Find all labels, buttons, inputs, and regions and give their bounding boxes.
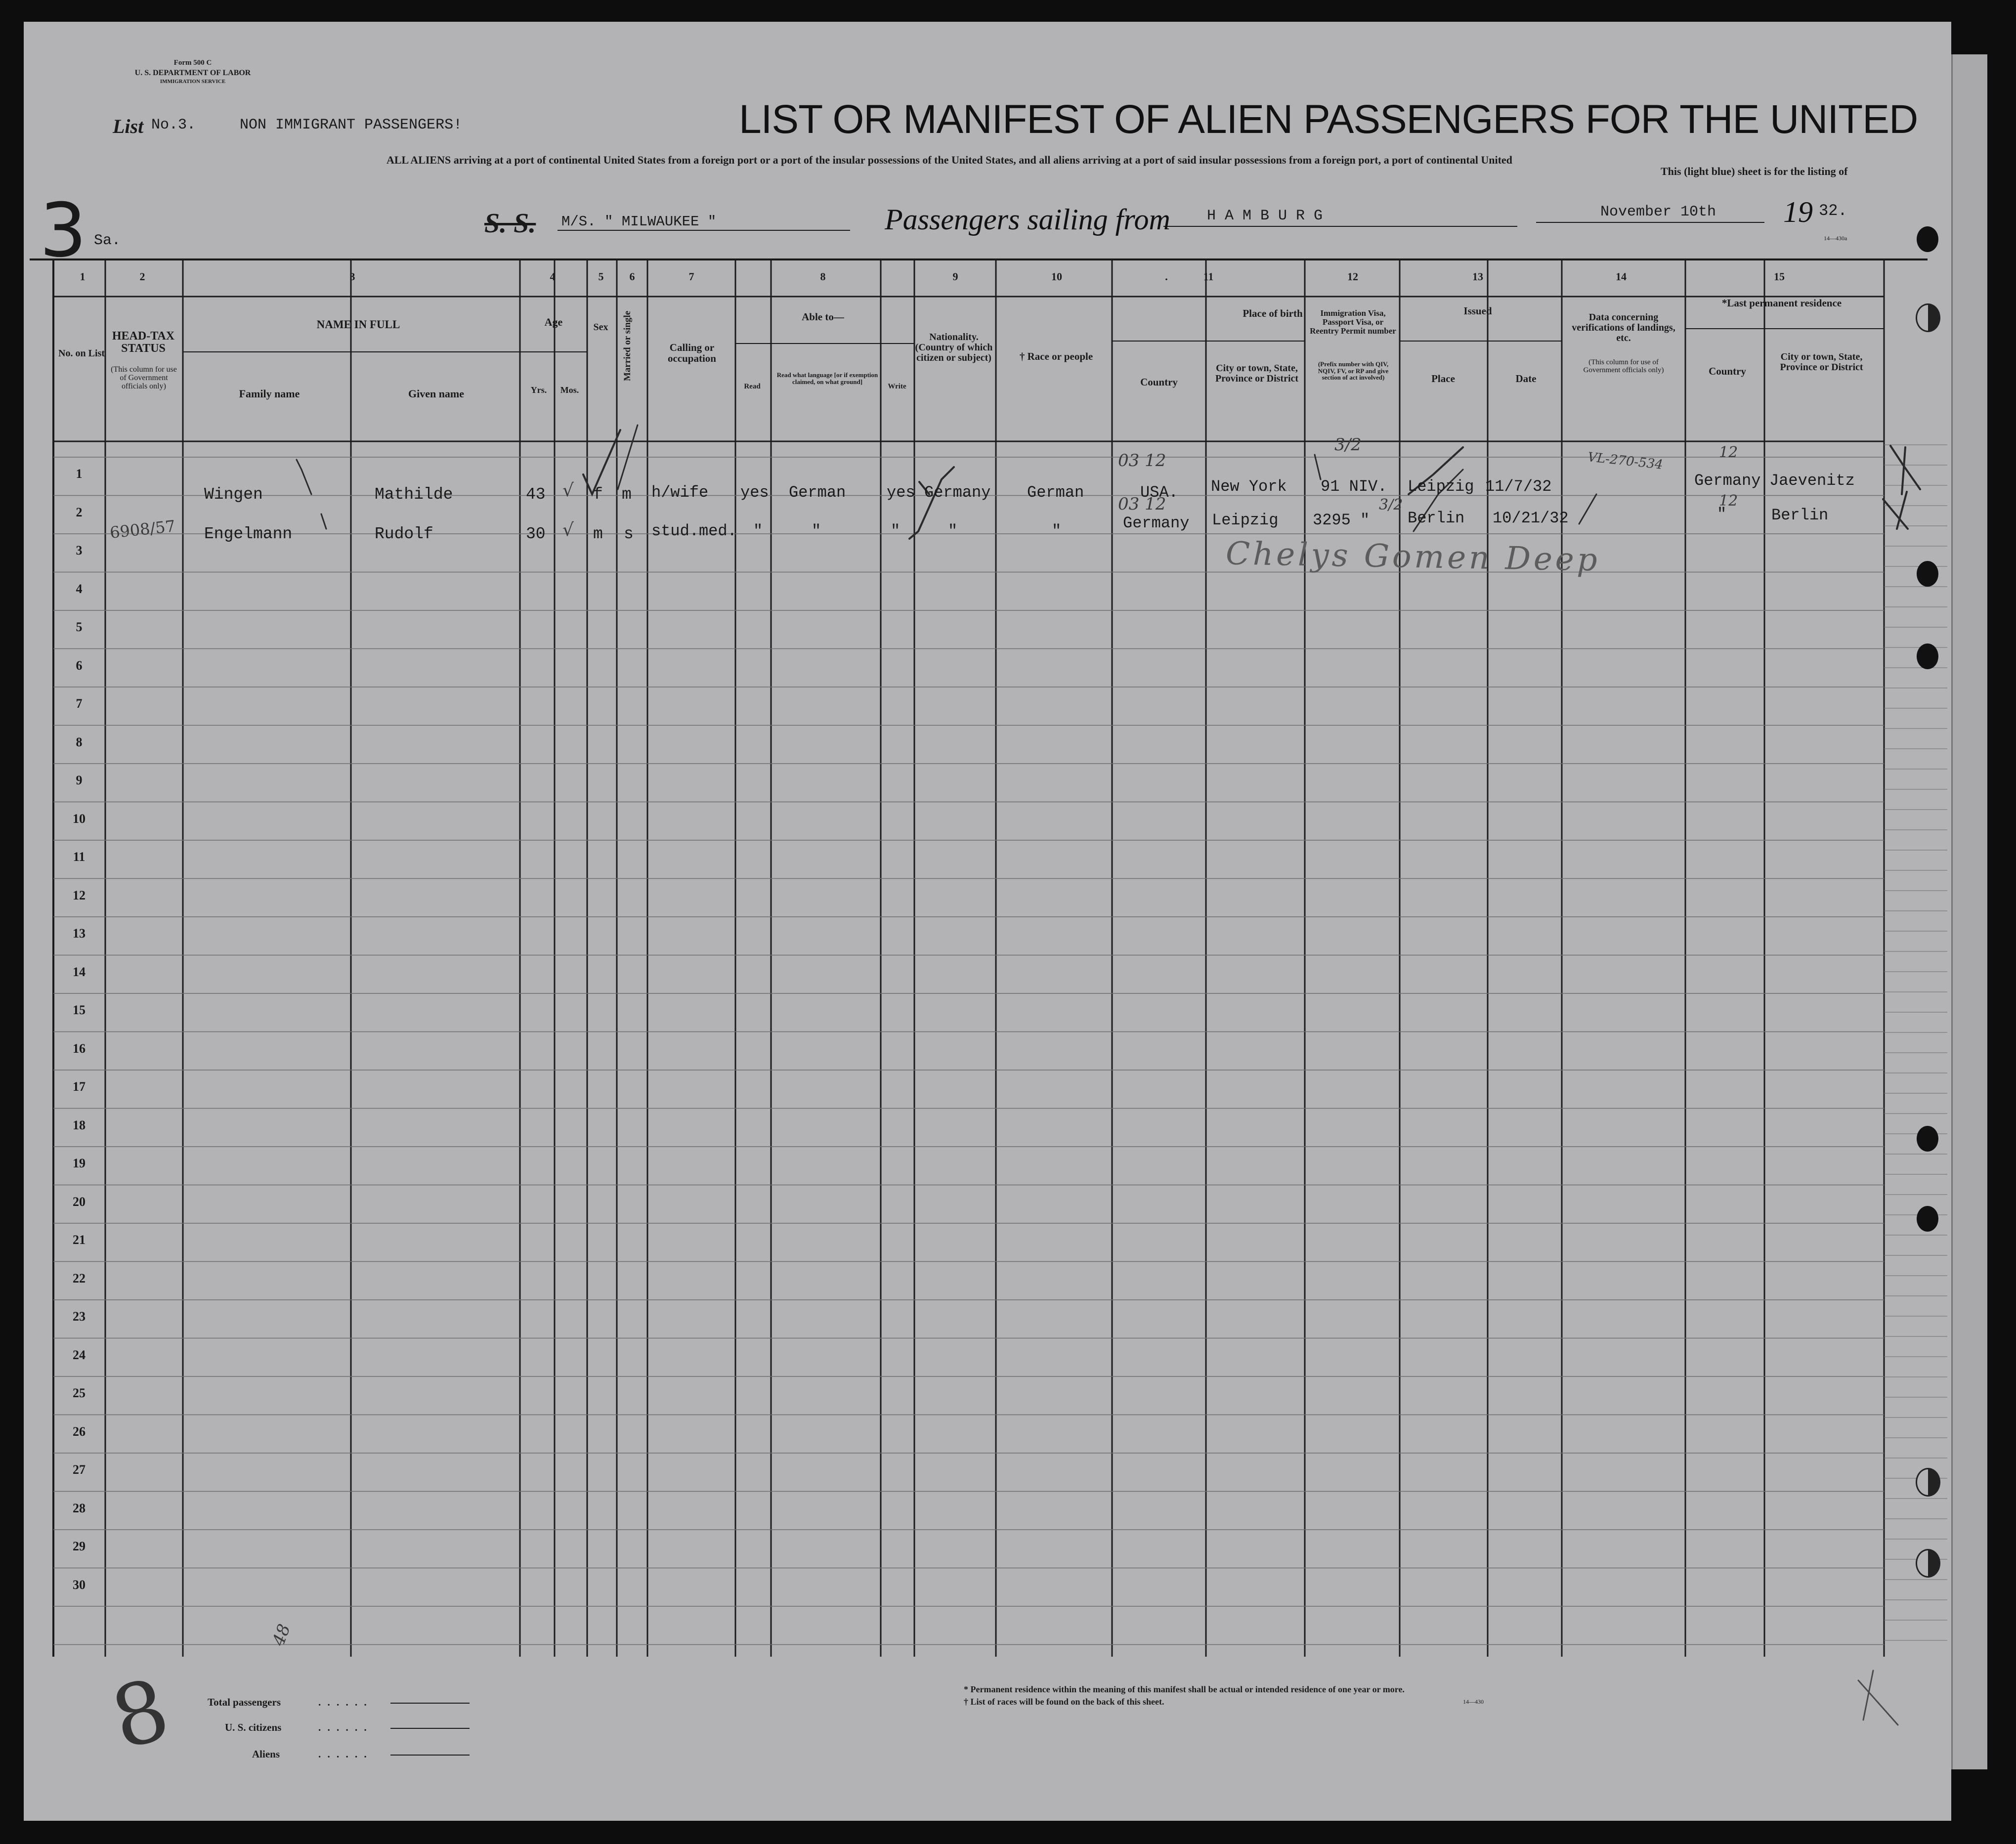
- row-number: 16: [73, 1041, 86, 1056]
- col-num-1: 1: [80, 270, 86, 283]
- row-number: 2: [76, 505, 83, 519]
- header-issued: Issued: [1463, 305, 1492, 317]
- header-nationality: Nationality. (Country of which citizen or subject): [915, 332, 993, 363]
- binder-hole: [1916, 1468, 1940, 1497]
- read-language: German: [789, 483, 846, 502]
- issued-place: Leipzig: [1408, 477, 1474, 496]
- nationality: ": [948, 522, 958, 540]
- col-num-5: 5: [598, 270, 604, 283]
- margin-number: 3: [40, 188, 87, 274]
- header-visa: Immigration Visa, Passport Visa, or Reentry Permit number: [1310, 308, 1396, 336]
- col-num-7: 7: [688, 270, 694, 283]
- row-number: 27: [73, 1462, 86, 1477]
- col-num-dot: .: [1165, 270, 1168, 283]
- header-age: Age: [544, 316, 563, 328]
- header-name-in-full: NAME IN FULL: [316, 318, 400, 331]
- given-name: Mathilde: [375, 485, 453, 504]
- col-num-11: 11: [1203, 270, 1214, 283]
- binder-hole: [1917, 643, 1938, 669]
- married-status: m: [622, 485, 632, 504]
- head-tax-status: 6908/57: [109, 516, 176, 542]
- department-name: U. S. DEPARTMENT OF LABOR: [134, 69, 251, 77]
- visa-number: 3295 ": [1313, 511, 1370, 529]
- issued-place: Berlin: [1408, 509, 1465, 527]
- race: ": [1052, 522, 1062, 540]
- binder-hole: [1916, 1549, 1940, 1578]
- list-label: List: [113, 115, 144, 137]
- header-place-of-birth: Place of birth: [1243, 307, 1303, 319]
- header-visa-note: (Prefix number with QIV, NQIV, FV, or RP and give section of act involved): [1318, 360, 1389, 382]
- race: German: [1027, 483, 1084, 502]
- header-birth-city: City or town, State, Province or District: [1215, 363, 1299, 384]
- x-mark: [1902, 447, 1905, 494]
- year-suffix: 32.: [1819, 202, 1847, 220]
- lr-country: Germany: [1694, 472, 1761, 490]
- read-language: ": [812, 522, 821, 540]
- header-read: Read: [744, 383, 761, 390]
- col-num-3: 3: [349, 270, 355, 283]
- calling: h/wife: [651, 483, 709, 502]
- row-number: 26: [73, 1424, 86, 1439]
- header-lr-country: Country: [1709, 365, 1746, 377]
- margin-abbrev: Sa.: [94, 232, 121, 249]
- header-sex: Sex: [593, 322, 608, 333]
- visa-mark-1: 3/2: [1334, 435, 1362, 455]
- issued-date: 11/7/32: [1485, 477, 1552, 496]
- row-number: 5: [76, 620, 83, 634]
- issued-date: 10/21/32: [1493, 509, 1569, 527]
- col-num-6: 6: [629, 270, 635, 283]
- header-race: † Race or people: [1019, 350, 1093, 362]
- row-number: 12: [73, 888, 86, 902]
- age-years: 43: [526, 485, 546, 504]
- binder-hole: [1917, 1126, 1938, 1152]
- col-num-12: 12: [1347, 270, 1358, 283]
- list-number: No.3.: [151, 117, 196, 133]
- header-last-residence: *Last permanent residence: [1721, 297, 1842, 309]
- binder-hole: [1917, 226, 1938, 252]
- aliens-label: Aliens: [252, 1748, 280, 1760]
- tick-mark: [297, 460, 311, 494]
- lr-country-code: 12: [1719, 444, 1738, 461]
- row-number: 18: [73, 1117, 86, 1132]
- row-number: 23: [73, 1309, 86, 1324]
- row-number: 9: [76, 773, 83, 787]
- sex: f: [593, 485, 603, 504]
- sailing-label: Passengers sailing from: [885, 203, 1170, 236]
- row-number: 20: [73, 1194, 86, 1209]
- list-type: NON IMMIGRANT PASSENGERS!: [240, 117, 463, 133]
- read: yes: [740, 483, 769, 502]
- form-number: Form 500 C: [173, 59, 212, 67]
- row-number: 17: [73, 1079, 86, 1094]
- header-able-to: Able to—: [802, 311, 844, 323]
- row-number: 29: [73, 1539, 86, 1553]
- tick-mark: [1315, 455, 1321, 479]
- birth-country: USA.: [1140, 483, 1178, 502]
- col-num-8: 8: [820, 270, 826, 283]
- col-num-13: 13: [1472, 270, 1483, 283]
- age-months-check: √: [562, 480, 574, 501]
- read: ": [753, 522, 763, 540]
- lr-country-code: 12: [1719, 492, 1738, 510]
- tick-mark: [321, 514, 326, 529]
- row-number: 7: [76, 696, 83, 711]
- row-number: 25: [73, 1386, 86, 1400]
- header-write: Write: [888, 383, 906, 390]
- departure-port: H A M B U R G: [1207, 208, 1323, 224]
- us-citizens-dots: . . . . . .: [318, 1721, 369, 1733]
- birth-city: Leipzig: [1212, 511, 1279, 529]
- family-name: Engelmann: [204, 525, 293, 543]
- total-passengers-label: Total passengers: [208, 1696, 281, 1708]
- header-head-tax-note: (This column for use of Government officials only): [111, 365, 177, 390]
- row-number: 6: [76, 658, 83, 673]
- header-birth-country: Country: [1140, 376, 1178, 388]
- row-number: 10: [73, 811, 86, 826]
- write: ": [891, 522, 901, 540]
- aliens-dots: . . . . . .: [318, 1748, 369, 1760]
- row-number: 13: [73, 926, 86, 941]
- binder-hole: [1917, 561, 1938, 587]
- row-number: 3: [76, 543, 83, 557]
- form-code-top: 14—430a: [1824, 235, 1847, 242]
- header-verifications: Data concerning verifications of landings, etc.: [1572, 312, 1675, 343]
- binder-hole: [1916, 303, 1940, 332]
- given-name: Rudolf: [375, 525, 433, 543]
- binder-hole: [1917, 1206, 1938, 1232]
- footnote-permanent-residence: * Permanent residence within the meaning of this manifest shall be actual or intended residence of one year or more.: [964, 1684, 1405, 1694]
- birth-city: New York: [1211, 477, 1287, 496]
- header-no-on-list: No. on List: [58, 348, 105, 359]
- row-number: 8: [76, 734, 83, 749]
- lr-city: Berlin: [1771, 506, 1829, 524]
- verification-mark: VL-270-534: [1587, 450, 1664, 472]
- header-calling: Calling or occupation: [667, 342, 716, 365]
- write: yes: [887, 483, 915, 502]
- header-married: Married or single: [622, 310, 633, 382]
- header-verifications-note: (This column for use of Government officials only): [1583, 358, 1664, 374]
- subtitle-line-1: ALL ALIENS arriving at a port of continental United States from a foreign port or a port of the insular possessions of the United States, and all aliens arriving at a port of said insular possessions from a foreign port, a port of continental United: [386, 154, 1512, 166]
- lr-city: Jaevenitz: [1769, 472, 1855, 490]
- header-given-name: Given name: [408, 387, 465, 400]
- birth-country-code: 03 12: [1118, 494, 1166, 514]
- row-number: 24: [73, 1347, 86, 1362]
- family-name: Wingen: [204, 485, 263, 504]
- header-yrs: Yrs.: [530, 385, 547, 395]
- sex: m: [593, 525, 603, 543]
- check-mark: [583, 430, 620, 494]
- nationality: Germany: [924, 483, 991, 502]
- year-prefix: 19: [1783, 196, 1813, 228]
- col-num-14: 14: [1616, 270, 1627, 283]
- col-num-9: 9: [952, 270, 958, 283]
- ss-label: S. S.: [484, 208, 536, 239]
- handwritten-note: Chelys Gomen Deep: [1225, 535, 1601, 579]
- header-family-name: Family name: [239, 387, 300, 400]
- row-number: 4: [76, 581, 83, 596]
- row-number: 30: [73, 1577, 86, 1592]
- col-num-4: 4: [550, 270, 556, 283]
- header-mos: Mos.: [560, 385, 579, 395]
- subtitle-line-2: This (light blue) sheet is for the listing of: [1661, 165, 1848, 177]
- header-issued-date: Date: [1515, 373, 1537, 385]
- row-number: 11: [73, 850, 86, 864]
- footnote-form-code: 14—430: [1463, 1698, 1484, 1705]
- row-number: 19: [73, 1156, 86, 1170]
- calling: stud.med.: [651, 522, 737, 540]
- row-number: 15: [73, 1003, 86, 1017]
- x-mark: [1897, 492, 1907, 529]
- birth-country: Germany: [1123, 514, 1190, 532]
- header-issued-place: Place: [1431, 373, 1455, 385]
- visa-mark-2: 3/2: [1379, 496, 1403, 514]
- bottom-left-numeral: 8: [102, 1660, 179, 1769]
- page-title: LIST OR MANIFEST OF ALIEN PASSENGERS FOR THE UNITED: [739, 97, 1918, 142]
- service-name: IMMIGRATION SERVICE: [160, 79, 226, 85]
- row-number: 1: [76, 467, 83, 481]
- header-read-language: Read what language [or if exemption claimed, on what ground]: [776, 371, 878, 386]
- age-months-check: √: [562, 520, 574, 540]
- col-num-2: 2: [139, 270, 145, 283]
- married-status: s: [624, 525, 634, 543]
- col-num-10: 10: [1051, 270, 1062, 283]
- birth-country-code: 03 12: [1118, 451, 1166, 471]
- footnote-races: † List of races will be found on the back of this sheet.: [964, 1697, 1164, 1707]
- row-number: 22: [73, 1271, 86, 1286]
- vessel-name: M/S. " MILWAUKEE ": [561, 214, 717, 230]
- departure-date: November 10th: [1600, 204, 1716, 220]
- row-number: 14: [73, 964, 86, 979]
- check-mark: [1579, 494, 1596, 524]
- bottom-number: 48: [268, 1621, 295, 1649]
- check-mark: [909, 467, 954, 539]
- col-num-15: 15: [1774, 270, 1785, 283]
- header-lr-city: City or town, State, Province or District: [1780, 351, 1863, 373]
- visa-number: 91 NIV.: [1321, 477, 1387, 496]
- age-years: 30: [526, 525, 546, 543]
- lr-country: ": [1717, 505, 1727, 523]
- us-citizens-label: U. S. citizens: [225, 1721, 282, 1733]
- header-head-tax: HEAD-TAX STATUS: [112, 330, 175, 355]
- row-number: 21: [73, 1233, 86, 1247]
- total-passengers-dots: . . . . . .: [318, 1696, 369, 1708]
- row-number: 28: [73, 1501, 86, 1515]
